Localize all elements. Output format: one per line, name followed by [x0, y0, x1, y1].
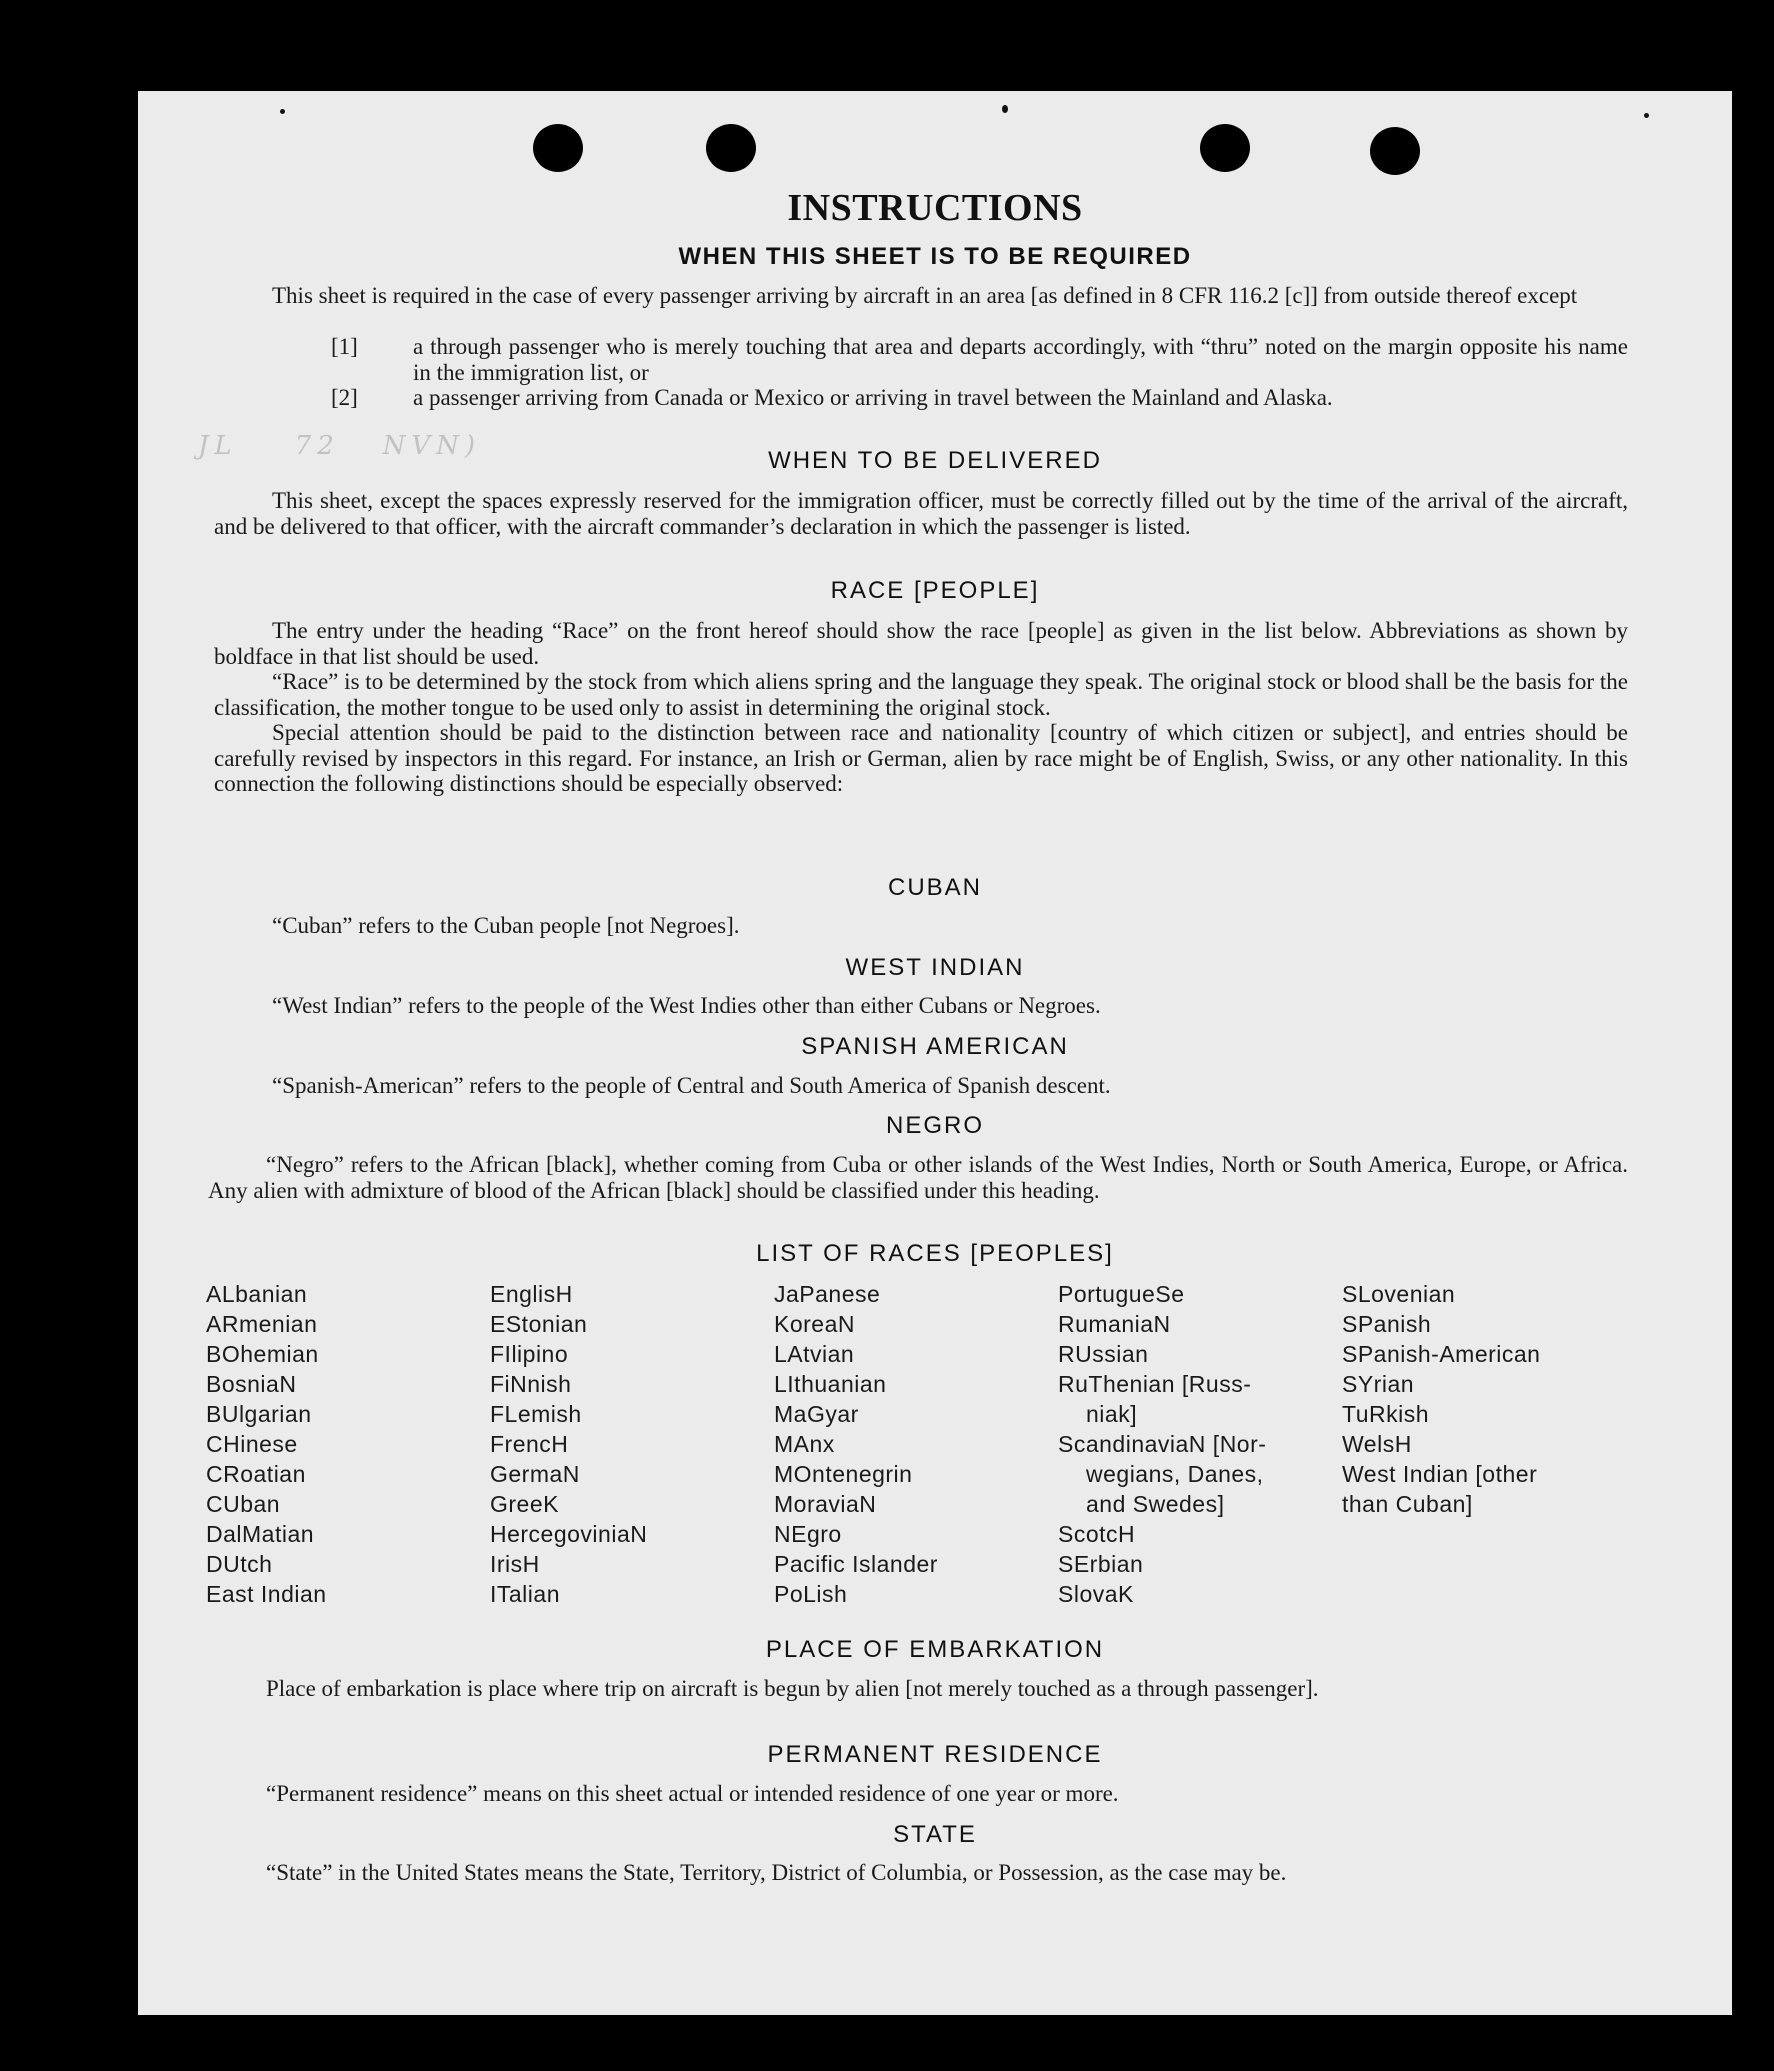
- race-entry: EnglisH: [490, 1281, 573, 1307]
- punch-hole: [533, 124, 583, 172]
- race-entry: DalMatian: [206, 1521, 315, 1547]
- paragraph: [214, 1073, 1628, 1099]
- race-entry: FrencH: [490, 1431, 569, 1457]
- race-entry: SPanish: [1342, 1311, 1432, 1337]
- punch-hole: [1200, 124, 1250, 172]
- item-text: a passenger arriving from Canada or Mexico or arriving in travel between the Mainland and Alaska.: [413, 385, 1333, 410]
- race-paragraph-3: Special attention should be paid to the distinction between race and nationality [country of which citizen or subject], and entries should be carefully revised by inspectors in this regard. For instance, an Irish or German, alien by race might be of English, Swiss, or any other nationality. In this connection the following distinctions should be especially observed:: [214, 720, 1628, 796]
- paragraph: [208, 1860, 1628, 1886]
- race-entry: BUlgarian: [206, 1401, 312, 1427]
- paragraph: [208, 1676, 1628, 1702]
- punch-hole: [706, 124, 756, 172]
- race-paragraph-2: “Race” is to be determined by the stock from which aliens spring and the language they speak. The original stock or blood shall be the basis for the classification, the mother tongue to be used only to assist in determining the original stock.: [214, 669, 1628, 720]
- race-column: [206, 1279, 476, 1609]
- embarkation-text: Place of embarkation is place where trip on aircraft is begun by alien [not merely touched as a through passenger].: [266, 1676, 1319, 1701]
- list-item: [331, 385, 1628, 411]
- race-entry: SErbian: [1058, 1551, 1144, 1577]
- race-entry: than Cuban]: [1342, 1491, 1473, 1517]
- race-entry: PoLish: [774, 1581, 848, 1607]
- speck: [1644, 113, 1649, 118]
- race-column: [1342, 1279, 1612, 1519]
- section-heading: STATE: [893, 1821, 977, 1848]
- race-entry: ScandinaviaN [Nor-: [1058, 1431, 1267, 1457]
- race-entry: SYrian: [1342, 1371, 1415, 1397]
- section-heading: RACE [PEOPLE]: [830, 577, 1040, 604]
- race-entry: East Indian: [206, 1581, 327, 1607]
- required-intro: This sheet is required in the case of every passenger arriving by aircraft in an area [as defined in 8 CFR 116.2 [c]] from outside thereof except: [272, 283, 1578, 308]
- race-entry: PortugueSe: [1058, 1281, 1185, 1307]
- item-number: [2]: [331, 385, 358, 410]
- section-heading: CUBAN: [887, 874, 982, 901]
- race-entry: ITalian: [490, 1581, 560, 1607]
- spanish-american-text: “Spanish-American” refers to the people of Central and South America of Spanish descent.: [272, 1073, 1111, 1098]
- state-text: “State” in the United States means the State, Territory, District of Columbia, or Possession, as the case may be.: [266, 1860, 1287, 1885]
- race-entry: SLovenian: [1342, 1281, 1456, 1307]
- punch-hole: [1370, 127, 1420, 175]
- race-entry: ALbanian: [206, 1281, 308, 1307]
- race-entry: GermaN: [490, 1461, 580, 1487]
- negro-text: “Negro” refers to the African [black], whether coming from Cuba or other islands of the West Indies, North or South America, Europe, or Africa. Any alien with admixture of blood of the African [black] should be classified under this heading.: [208, 1152, 1628, 1203]
- race-entry: NEgro: [774, 1521, 842, 1547]
- race-entry: Pacific Islander: [774, 1551, 938, 1577]
- section-heading: NEGRO: [885, 1112, 984, 1139]
- race-paragraph-1: The entry under the heading “Race” on the front hereof should show the race [people] as given in the list below. Abbreviations as shown by boldface in that list should be used.: [214, 618, 1628, 669]
- race-entry: TuRkish: [1342, 1401, 1429, 1427]
- race-entry: CRoatian: [206, 1461, 306, 1487]
- speck: [1002, 105, 1008, 113]
- race-entry: FiNnish: [490, 1371, 572, 1397]
- delivered-text: This sheet, except the spaces expressly reserved for the immigration officer, must be correctly filled out by the time of the arrival of the aircraft, and be delivered to that officer, with the aircraft commander’s declaration in which the passenger is listed.: [214, 488, 1628, 539]
- section-heading: PERMANENT RESIDENCE: [767, 1741, 1103, 1768]
- west-indian-text: “West Indian” refers to the people of the West Indies other than either Cubans or Negroes.: [272, 993, 1101, 1018]
- race-entry: ScotcH: [1058, 1521, 1136, 1547]
- race-entry: MAnx: [774, 1431, 835, 1457]
- race-entry: niak]: [1086, 1401, 1138, 1427]
- race-entry: RUssian: [1058, 1341, 1149, 1367]
- race-entry: CHinese: [206, 1431, 298, 1457]
- race-entry: LIthuanian: [774, 1371, 887, 1397]
- paragraph: [208, 1781, 1628, 1807]
- paragraph: [214, 488, 1628, 539]
- race-entry: WelsH: [1342, 1431, 1412, 1457]
- race-entry: DUtch: [206, 1551, 273, 1577]
- race-entry: MOntenegrin: [774, 1461, 913, 1487]
- race-column: [774, 1279, 1044, 1609]
- race-entry: JaPanese: [774, 1281, 881, 1307]
- race-entry: FLemish: [490, 1401, 582, 1427]
- race-column: [490, 1279, 760, 1609]
- speck: [280, 109, 285, 114]
- race-entry: BosniaN: [206, 1371, 297, 1397]
- section-heading: LIST OF RACES [PEOPLES]: [756, 1240, 1114, 1267]
- race-entry: LAtvian: [774, 1341, 855, 1367]
- document-sheet: [138, 91, 1732, 2015]
- race-entry: SlovaK: [1058, 1581, 1134, 1607]
- section-heading: WHEN TO BE DELIVERED: [768, 447, 1102, 474]
- race-entry: RuThenian [Russ-: [1058, 1371, 1252, 1397]
- paragraph: [214, 913, 1628, 939]
- page-title: INSTRUCTIONS: [787, 187, 1083, 229]
- race-entry: KoreaN: [774, 1311, 855, 1337]
- race-entry: BOhemian: [206, 1341, 319, 1367]
- section-heading: SPANISH AMERICAN: [801, 1033, 1069, 1060]
- race-entry: West Indian [other: [1342, 1461, 1538, 1487]
- race-entry: wegians, Danes,: [1086, 1461, 1264, 1487]
- paragraph: [214, 993, 1628, 1019]
- item-text: a through passenger who is merely touching that area and departs accordingly, with “thru” noted on the margin opposite his name in the immigration list, or: [413, 334, 1628, 385]
- race-entry: SPanish-American: [1342, 1341, 1541, 1367]
- race-column: [1058, 1279, 1328, 1609]
- race-entry: FIlipino: [490, 1341, 569, 1367]
- race-entry: MaGyar: [774, 1401, 859, 1427]
- race-entry: ARmenian: [206, 1311, 318, 1337]
- section-heading: WHEN THIS SHEET IS TO BE REQUIRED: [678, 243, 1192, 270]
- section-heading: PLACE OF EMBARKATION: [765, 1636, 1105, 1663]
- paragraph: [208, 1152, 1628, 1203]
- race-entry: RumaniaN: [1058, 1311, 1171, 1337]
- race-entry: and Swedes]: [1086, 1491, 1225, 1517]
- section-heading: WEST INDIAN: [845, 954, 1025, 981]
- paragraph: [214, 283, 1628, 309]
- race-entry: GreeK: [490, 1491, 559, 1517]
- cuban-text: “Cuban” refers to the Cuban people [not Negroes].: [272, 913, 740, 938]
- paragraph: [214, 618, 1628, 797]
- residence-text: “Permanent residence” means on this sheet actual or intended residence of one year or more.: [266, 1781, 1119, 1806]
- list-item: [331, 334, 1628, 385]
- item-number: [1]: [331, 334, 358, 359]
- race-entry: IrisH: [490, 1551, 540, 1577]
- pencil-mark: JL 72 NVN): [198, 431, 482, 461]
- race-entry: CUban: [206, 1491, 281, 1517]
- race-entry: HercegoviniaN: [490, 1521, 648, 1547]
- race-entry: MoraviaN: [774, 1491, 877, 1517]
- race-entry: EStonian: [490, 1311, 588, 1337]
